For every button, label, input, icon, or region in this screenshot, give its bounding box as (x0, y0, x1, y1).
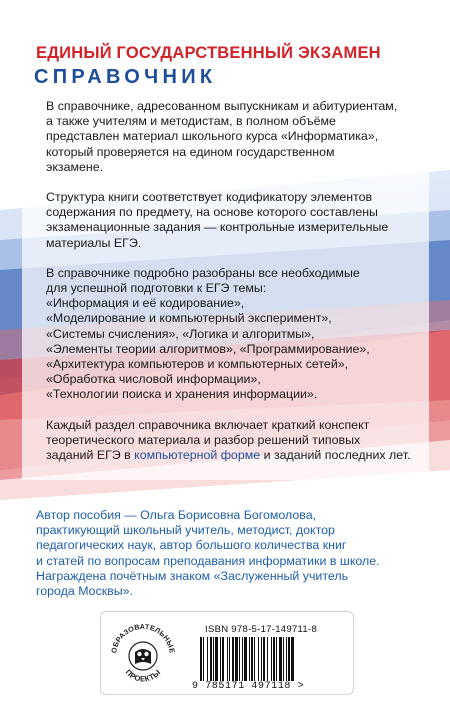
barcode-bar (291, 637, 294, 681)
barcode-bar (239, 637, 240, 681)
barcode-bar (210, 637, 212, 681)
barcode-bar (222, 637, 224, 681)
barcode-bar (273, 637, 275, 681)
text-line: экзаменационные задания — контрольные измерительные (46, 220, 389, 235)
paragraph-3 (46, 266, 416, 403)
barcode-bar (251, 637, 253, 681)
paragraph-1 (46, 99, 416, 175)
barcode-bar (249, 637, 250, 681)
text-line: «Обработка числовой информации», (46, 372, 261, 387)
text-line: В справочнике, адресованном выпускникам и абитуриентам, (46, 99, 398, 113)
author-line: практикующий школьный учитель, методист, доктор (36, 523, 335, 538)
barcode-bar (261, 637, 262, 681)
logo-top-text: ОБРАЗОВАТЕЛЬНЫЕ (109, 621, 177, 654)
text-line: «Моделирование и компьютерный эксперимент», (46, 311, 332, 326)
author-line: города Москвы». (36, 584, 134, 599)
barcode-bar (276, 637, 277, 681)
text-line: «Архитектура компьютеров и компьютерных сетей», (46, 357, 349, 372)
text-line: материалы ЕГЭ. (46, 235, 142, 250)
logo-bottom-text: ПРОЕКТЫ (123, 667, 163, 684)
exam-title: ЕДИНЫЙ ГОСУДАРСТВЕННЫЙ ЭКЗАМЕН (36, 44, 381, 62)
barcode-bar (286, 637, 287, 681)
barcode-bar (229, 637, 230, 681)
text-segment: заданий ЕГЭ в (46, 448, 135, 463)
barcode-bar (288, 637, 290, 681)
author-line: и статей по вопросам преподавания информатики в школе. (36, 553, 380, 568)
author-line: педагогических наук, автор большого количества книг (36, 538, 347, 553)
barcode-bar (207, 637, 208, 681)
description (46, 99, 416, 478)
paragraph-2 (46, 190, 416, 251)
barcode-bar (279, 637, 282, 681)
author-line: Награждена почётным знаком «Заслуженный учитель (36, 568, 349, 583)
barcode-bar (254, 637, 255, 681)
text-line: «Системы счисления», «Логика и алгоритмы», (46, 326, 315, 341)
barcode-bar (220, 637, 221, 681)
barcode-bar (263, 637, 265, 681)
text-line: «Элементы теории алгоритмов», «Программирование», (46, 341, 370, 356)
barcode-bar (271, 637, 272, 681)
barcode-bar (244, 637, 247, 681)
barcode-bar (227, 637, 228, 681)
barcode-bar (232, 637, 234, 681)
barcode-bar (215, 637, 218, 681)
text-line: «Технологии поиска и хранения информации». (46, 387, 318, 402)
text-line: В справочнике подробно разобраны все необходимые (46, 265, 360, 280)
text-line (46, 448, 416, 463)
barcode-bar (267, 637, 268, 681)
text-segment: и заданий последних лет. (260, 448, 411, 463)
barcode (198, 637, 346, 681)
barcode-bar (200, 637, 202, 681)
barcode-bar (203, 637, 204, 681)
text-line: Структура книги соответствует кодификатору элементов (46, 190, 373, 205)
barcode-bar (258, 637, 259, 681)
text-line: содержания по предмету, на основе которого составлены (46, 205, 378, 220)
book-subtitle: СПРАВОЧНИК (34, 66, 217, 88)
barcode-bar (213, 637, 214, 681)
paragraph-4 (46, 418, 416, 464)
text-line: теоретического материала и разбор решений типовых (46, 432, 361, 447)
highlighted-text: компьютерной форме (134, 448, 261, 463)
text-line: а также учителям и методистам, в полном объёме (46, 114, 336, 129)
publisher-logo (108, 618, 178, 688)
text-line: экзамене. (46, 159, 104, 174)
text-line: Каждый раздел справочника включает краткий конспект (46, 417, 370, 432)
isbn-number: ISBN 978-5-17-149711-8 (205, 624, 318, 635)
text-line: который проверяется на едином государственном (46, 144, 335, 159)
author-line: Автор пособия — Ольга Борисовна Богомолова, (36, 508, 317, 522)
barcode-bar (242, 637, 243, 681)
barcode-bar (283, 637, 284, 681)
author-info (36, 508, 426, 599)
barcode-digits: 9 785171 497118 > (192, 681, 305, 692)
text-line: для успешной подготовки к ЕГЭ темы: (46, 281, 267, 296)
barcode-bar (235, 637, 238, 681)
text-line: «Информация и её кодирование», (46, 296, 245, 311)
text-line: представлен материал школьного курса «Информатика», (46, 129, 379, 144)
